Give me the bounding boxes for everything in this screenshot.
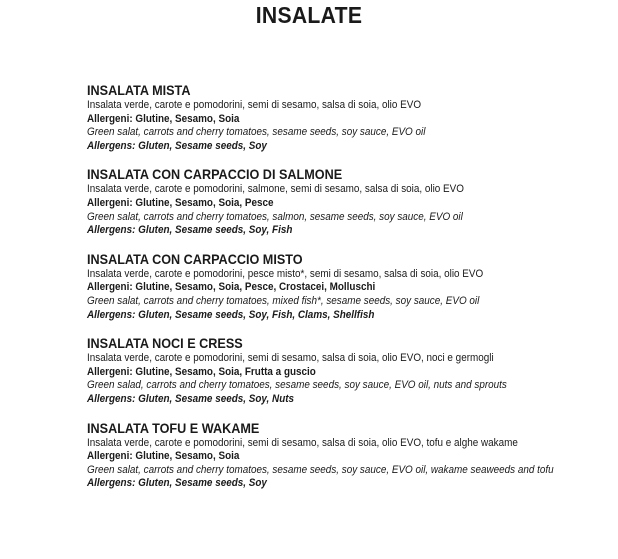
description-it: Insalata verde, carote e pomodorini, salmone, semi di sesamo, salsa di soia, olio EVO: [87, 183, 464, 196]
description-en: Green salat, carrots and cherry tomatoes, mixed fish*, sesame seeds, soy sauce, EVO oil: [87, 294, 480, 307]
menu-item-insalata-carpaccio-salmone: [87, 167, 567, 237]
description-en: Green salad, carrots and cherry tomatoes, sesame seeds, soy sauce, EVO oil, nuts and sprouts: [87, 379, 507, 392]
allergens-en: Allergens: Gluten, Sesame seeds, Soy, Nuts: [87, 392, 295, 405]
description-en: Green salat, carrots and cherry tomatoes, sesame seeds, soy sauce, EVO oil, wakame seaweeds and tofu: [87, 463, 554, 476]
item-name: INSALATA TOFU E WAKAME: [87, 420, 260, 436]
menu-item-insalata-carpaccio-misto: [87, 252, 567, 322]
description-it: Insalata verde, carote e pomodorini, semi di sesamo, salsa di soia, olio EVO, tofu e alghe wakame: [87, 436, 518, 449]
menu-list: [87, 83, 567, 505]
allergens-it: Allergeni: Glutine, Sesamo, Soia: [87, 450, 240, 463]
page-title: INSALATE: [255, 2, 363, 28]
allergens-it: Allergeni: Glutine, Sesamo, Soia, Pesce, Crostacei, Molluschi: [87, 281, 376, 294]
allergens-it: Allergeni: Glutine, Sesamo, Soia, Frutta a guscio: [87, 365, 316, 378]
description-en: Green salat, carrots and cherry tomatoes, sesame seeds, soy sauce, EVO oil: [87, 126, 426, 139]
item-name: INSALATA NOCI E CRESS: [87, 336, 243, 352]
item-name: INSALATA CON CARPACCIO MISTO: [87, 251, 303, 267]
allergens-it: Allergeni: Glutine, Sesamo, Soia, Pesce: [87, 196, 274, 209]
description-en: Green salat, carrots and cherry tomatoes, salmon, sesame seeds, soy sauce, EVO oil: [87, 210, 463, 223]
item-name: INSALATA CON CARPACCIO DI SALMONE: [87, 167, 343, 183]
allergens-it: Allergeni: Glutine, Sesamo, Soia: [87, 112, 240, 125]
allergens-en: Allergens: Gluten, Sesame seeds, Soy, Fish, Clams, Shellfish: [87, 308, 375, 321]
allergens-en: Allergens: Gluten, Sesame seeds, Soy, Fish: [87, 224, 293, 237]
item-name: INSALATA MISTA: [87, 83, 191, 98]
allergens-en: Allergens: Gluten, Sesame seeds, Soy: [87, 477, 267, 490]
description-it: Insalata verde, carote e pomodorini, pesce misto*, semi di sesamo, salsa di soia, olio EVO: [87, 267, 484, 280]
description-it: Insalata verde, carote e pomodorini, semi di sesamo, salsa di soia, olio EVO, noci e germogli: [87, 352, 494, 365]
allergens-en: Allergens: Gluten, Sesame seeds, Soy: [87, 139, 267, 152]
description-it: Insalata verde, carote e pomodorini, semi di sesamo, salsa di soia, olio EVO: [87, 99, 422, 111]
menu-item-insalata-mista: [87, 83, 567, 153]
menu-item-insalata-tofu-wakame: [87, 421, 567, 491]
menu-item-insalata-noci-cress: [87, 336, 567, 406]
